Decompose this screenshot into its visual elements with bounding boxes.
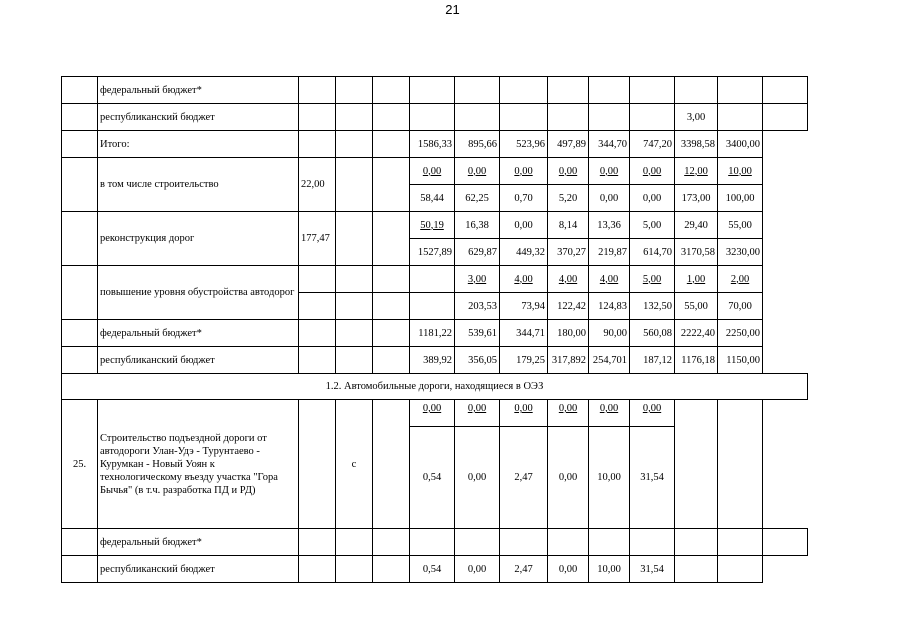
table-cell: 0,00 — [467, 403, 487, 414]
table-cell: 3400,00 — [718, 131, 763, 158]
table-cell: 629,87 — [455, 239, 500, 266]
table-cell: 3398,58 — [675, 131, 718, 158]
row-label: республиканский бюджет — [98, 104, 299, 131]
table-cell: 50,19 — [420, 219, 444, 231]
table-cell: 173,00 — [675, 185, 718, 212]
row-label: повышение уровня обустройства автодорог — [98, 266, 299, 320]
row-label: федеральный бюджет* — [98, 77, 299, 104]
table-cell: 8,14 — [548, 212, 589, 239]
table-cell: 560,08 — [630, 320, 675, 347]
table-cell: 614,70 — [630, 239, 675, 266]
table-cell: 13,36 — [589, 212, 630, 239]
table-cell: 132,50 — [630, 293, 675, 320]
row-label: реконструкция дорог — [98, 212, 299, 266]
table-cell: 1150,00 — [718, 347, 763, 374]
table-row — [62, 374, 808, 400]
table-cell: 449,32 — [500, 239, 548, 266]
table-row — [62, 131, 808, 158]
table-cell: 219,87 — [589, 239, 630, 266]
table-cell: 62,25 — [455, 185, 500, 212]
table-cell: 1,00 — [686, 273, 706, 285]
section-title: 1.2. Автомобильные дороги, находящиеся в ОЭЗ — [62, 374, 808, 400]
table-cell: 539,61 — [455, 320, 500, 347]
table-row — [62, 529, 808, 556]
table-row — [62, 266, 808, 293]
table-cell: 317,892 — [548, 347, 589, 374]
table-cell: 523,96 — [500, 131, 548, 158]
row-label: республиканский бюджет — [98, 556, 299, 583]
row-number: 25. — [62, 400, 98, 529]
table-cell: 70,00 — [718, 293, 763, 320]
table-cell: 1527,89 — [410, 239, 455, 266]
table-cell: 0,54 — [410, 556, 455, 583]
row-label: в том числе строительство — [98, 158, 299, 212]
table-cell: 0,00 — [422, 165, 442, 177]
row-label: республиканский бюджет — [98, 347, 299, 374]
row-label: Итого: — [98, 131, 299, 158]
table-cell: 58,44 — [410, 185, 455, 212]
table-cell: 0,00 — [455, 427, 500, 529]
table-cell: 31,54 — [630, 556, 675, 583]
table-cell: 55,00 — [675, 293, 718, 320]
table-cell: 179,25 — [500, 347, 548, 374]
table-cell: 29,40 — [675, 212, 718, 239]
table-cell: 100,00 — [718, 185, 763, 212]
table-cell: 31,54 — [630, 427, 675, 529]
table-cell: 12,00 — [684, 165, 708, 177]
table-cell: 5,00 — [630, 212, 675, 239]
page-number: 21 — [445, 2, 460, 17]
table-cell: 5,00 — [642, 273, 662, 285]
table-cell: 0,00 — [548, 427, 589, 529]
table-cell: 90,00 — [589, 320, 630, 347]
table-cell: 55,00 — [718, 212, 763, 239]
table-cell: 0,00 — [599, 403, 619, 414]
table-cell: 177,47 — [299, 212, 336, 266]
table-cell: 344,71 — [500, 320, 548, 347]
table-cell: с — [336, 400, 373, 529]
table-cell: 10,00 — [589, 427, 630, 529]
table-cell: 0,00 — [514, 165, 533, 177]
table-cell: 0,00 — [589, 185, 630, 212]
table-row — [62, 158, 808, 185]
table-row — [62, 320, 808, 347]
table-cell: 0,54 — [410, 427, 455, 529]
table-cell: 2,47 — [500, 427, 548, 529]
budget-table — [61, 76, 808, 583]
table-cell: 0,00 — [422, 403, 442, 414]
table-cell: 497,89 — [548, 131, 589, 158]
table-cell: 124,83 — [589, 293, 630, 320]
table-cell: 2250,00 — [718, 320, 763, 347]
table-cell: 356,05 — [455, 347, 500, 374]
table-cell: 2222,40 — [675, 320, 718, 347]
table-cell: 0,00 — [599, 165, 619, 177]
table-cell: 0,00 — [455, 556, 500, 583]
table-cell: 370,27 — [548, 239, 589, 266]
table-cell: 0,00 — [500, 212, 548, 239]
row-label: Строительство подъездной дороги от автодороги Улан-Удэ - Турунтаево - Курумкан - Новый Уоян к технологическому въезду участка "Гора Бычья" (в т.ч. разработка ПД и РД) — [98, 400, 299, 529]
row-label: федеральный бюджет* — [98, 529, 299, 556]
table-cell: 10,00 — [728, 165, 752, 177]
table-cell: 0,00 — [558, 165, 578, 177]
table-cell: 0,00 — [642, 165, 662, 177]
table-row — [62, 400, 808, 427]
table-cell: 5,20 — [548, 185, 589, 212]
table-row — [62, 104, 808, 131]
table-cell: 180,00 — [548, 320, 589, 347]
table-cell: 3170,58 — [675, 239, 718, 266]
table-cell: 344,70 — [589, 131, 630, 158]
table-row — [62, 212, 808, 239]
table-cell: 389,92 — [410, 347, 455, 374]
table-cell: 0,70 — [500, 185, 548, 212]
table-cell: 0,00 — [514, 403, 533, 414]
table-cell: 0,00 — [548, 556, 589, 583]
table-row — [62, 347, 808, 374]
table-cell: 895,66 — [455, 131, 500, 158]
table-cell: 16,38 — [455, 212, 500, 239]
table-cell: 187,12 — [630, 347, 675, 374]
table-cell: 254,701 — [589, 347, 630, 374]
table-cell: 0,00 — [630, 185, 675, 212]
table-cell: 0,00 — [558, 403, 578, 414]
table-cell: 1586,33 — [410, 131, 455, 158]
table-cell: 22,00 — [299, 158, 336, 212]
table-cell: 1181,22 — [410, 320, 455, 347]
table-cell: 122,42 — [548, 293, 589, 320]
table-cell: 3,00 — [675, 104, 718, 131]
table-cell: 2,00 — [730, 273, 750, 285]
table-cell: 1176,18 — [675, 347, 718, 374]
table-cell: 4,00 — [558, 273, 578, 285]
table-cell: 2,47 — [500, 556, 548, 583]
table-cell: 747,20 — [630, 131, 675, 158]
table-cell: 203,53 — [455, 293, 500, 320]
table-cell: 4,00 — [599, 273, 619, 285]
table-cell: 10,00 — [589, 556, 630, 583]
table-cell: 73,94 — [500, 293, 548, 320]
table-cell: 0,00 — [467, 165, 487, 177]
table-row — [62, 556, 808, 583]
table-cell: 0,00 — [642, 403, 662, 414]
table-row — [62, 77, 808, 104]
table-cell: 3,00 — [467, 273, 487, 285]
table-cell: 3230,00 — [718, 239, 763, 266]
table-cell: 4,00 — [514, 273, 533, 285]
row-label: федеральный бюджет* — [98, 320, 299, 347]
